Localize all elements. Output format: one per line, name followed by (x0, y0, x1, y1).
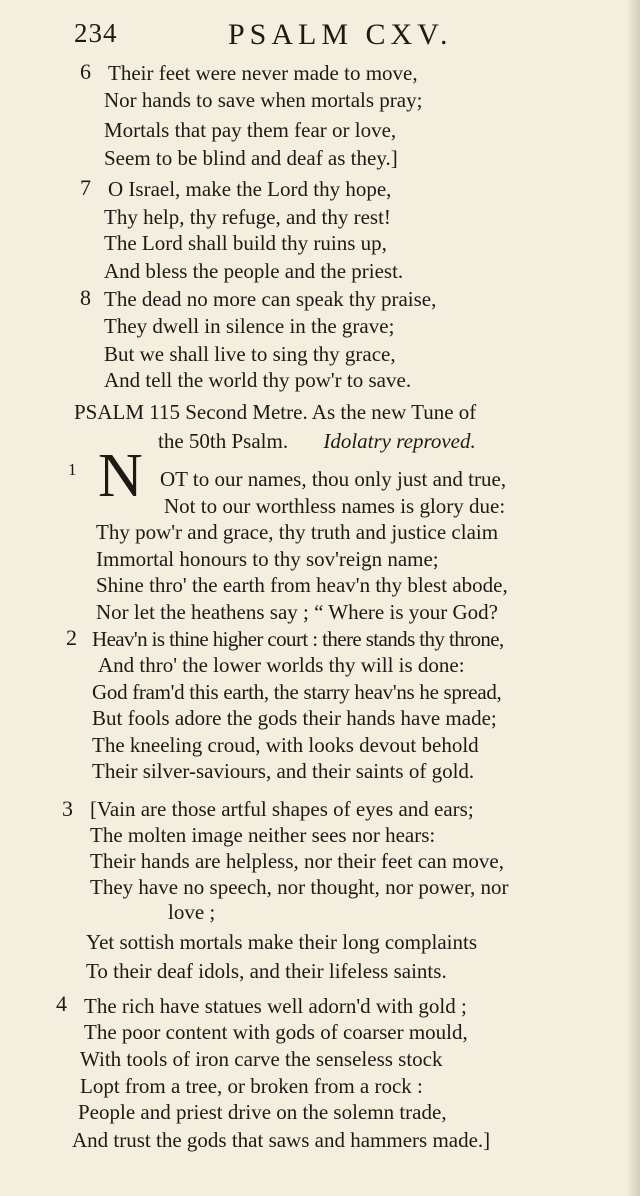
verse-number: 3 (62, 796, 73, 821)
verse-number: 2 (66, 625, 77, 650)
verse-line: Seem to be blind and deaf as they.] (104, 146, 398, 170)
verse-line: Their feet were never made to move, (108, 61, 418, 85)
verse-line: And bless the people and the priest. (104, 259, 404, 283)
verse-line: But fools adore the gods their hands have made; (92, 706, 497, 730)
verse-line: Their silver-saviours, and their saints of gold. (92, 759, 475, 783)
page-number: 234 (74, 18, 118, 48)
tune-reference: the 50th Psalm. (158, 429, 289, 453)
verse-number: 6 (80, 59, 91, 84)
verse-line: To their deaf idols, and their lifeless saints. (86, 959, 447, 983)
verse-line: Shine thro' the earth from heav'n thy blest abode, (96, 573, 508, 597)
verse-line: Heav'n is thine higher court : there stands thy throne, (92, 627, 504, 651)
verse-line: Immortal honours to thy sov'reign name; (96, 547, 439, 571)
verse-line: Thy pow'r and grace, thy truth and justice claim (96, 520, 499, 544)
verse-line: Nor let the heathens say ; “ Where is your God? (96, 600, 498, 624)
drop-cap: N (98, 442, 143, 510)
verse-line: Not to our worthless names is glory due: (164, 494, 506, 518)
page-edge-shadow (626, 0, 640, 1196)
psalm-subheading (158, 428, 476, 454)
verse-number: 7 (80, 175, 91, 200)
verse-line: They have no speech, nor thought, nor power, nor (90, 875, 509, 899)
verse-line: Thy help, thy refuge, and thy rest! (104, 205, 391, 229)
verse-line: O Israel, make the Lord thy hope, (108, 177, 392, 201)
verse-number: 8 (80, 285, 91, 310)
verse-line: Nor hands to save when mortals pray; (104, 88, 423, 112)
verse-line: But we shall live to sing thy grace, (104, 342, 396, 366)
verse-line: Yet sottish mortals make their long complaints (86, 930, 478, 954)
verse-number: 1 (68, 460, 77, 479)
verse-line: And thro' the lower worlds thy will is done: (98, 653, 465, 677)
verse-line: OT to our names, thou only just and true, (160, 467, 507, 491)
verse-number: 4 (56, 991, 67, 1016)
verse-line: The Lord shall build thy ruins up, (104, 231, 387, 255)
verse-line: [Vain are those artful shapes of eyes and ears; (90, 797, 474, 821)
verse-line: With tools of iron carve the senseless stock (80, 1047, 443, 1071)
page-title: PSALM CXV. (228, 18, 453, 51)
verse-line: People and priest drive on the solemn trade, (78, 1100, 447, 1124)
psalm-heading: PSALM 115 Second Metre. As the new Tune of (74, 400, 477, 424)
verse-line: The molten image neither sees nor hears: (90, 823, 436, 847)
psalm-theme: Idolatry reproved. (323, 429, 476, 453)
verse-line: love ; (168, 900, 216, 924)
verse-line: The kneeling croud, with looks devout behold (92, 733, 479, 757)
verse-line: The dead no more can speak thy praise, (104, 287, 437, 311)
verse-line: And tell the world thy pow'r to save. (104, 368, 412, 392)
verse-line: They dwell in silence in the grave; (104, 314, 395, 338)
verse-line: Their hands are helpless, nor their feet can move, (90, 849, 505, 873)
verse-line: The rich have statues well adorn'd with gold ; (84, 994, 467, 1018)
verse-line: Mortals that pay them fear or love, (104, 118, 397, 142)
verse-line: Lopt from a tree, or broken from a rock : (80, 1074, 423, 1098)
verse-line: God fram'd this earth, the starry heav'ns he spread, (92, 680, 502, 704)
verse-line: And trust the gods that saws and hammers made.] (72, 1128, 491, 1152)
verse-line: The poor content with gods of coarser mould, (84, 1020, 468, 1044)
